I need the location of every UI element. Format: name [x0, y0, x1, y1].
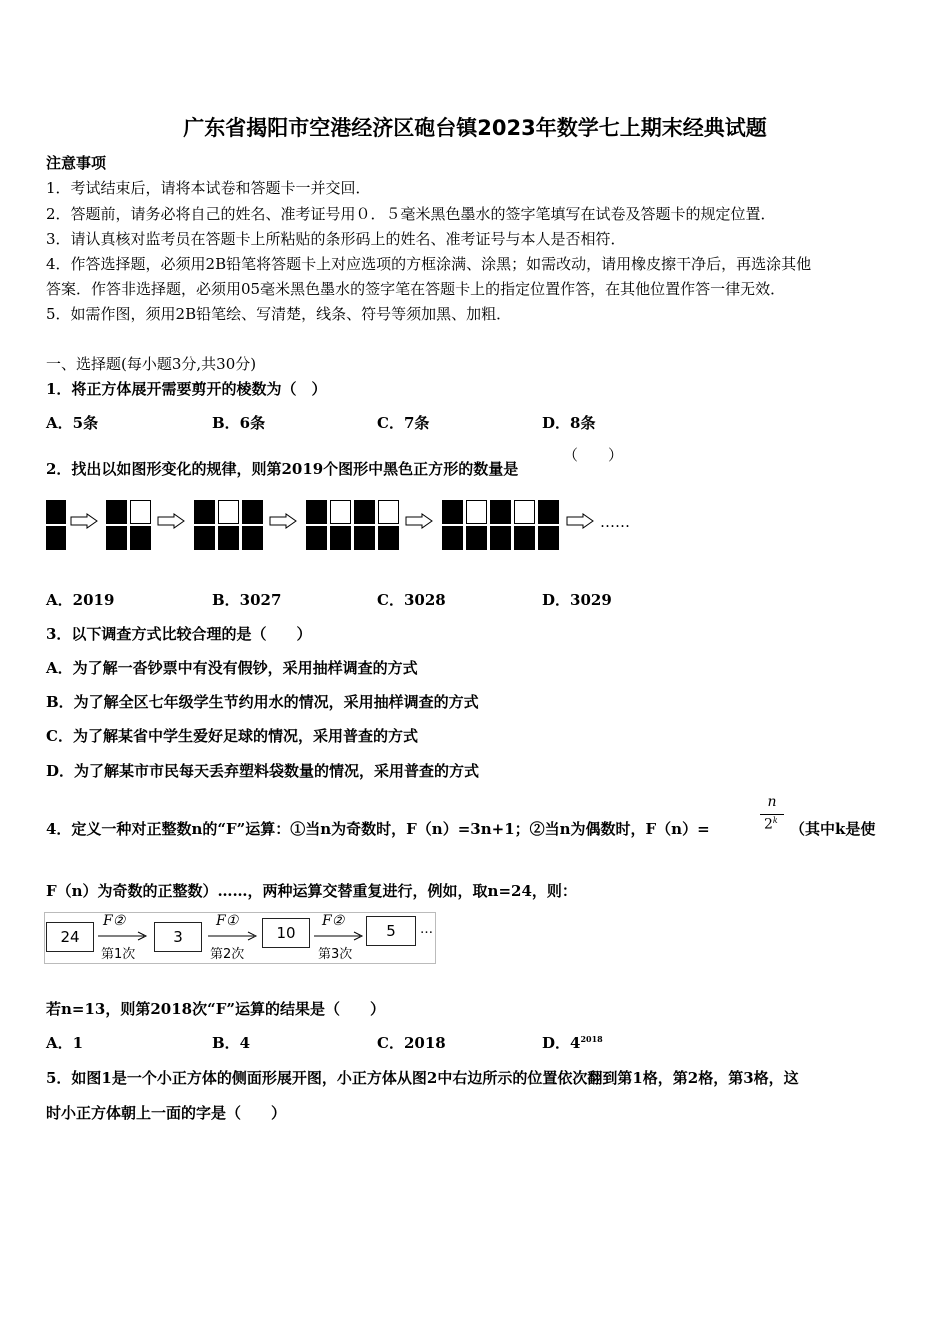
notice-item-2: 2．答题前，请务必将自己的姓名、准考证号用０．５毫米黑色墨水的签字笔填写在试卷及答题卡的规定位置． — [46, 205, 776, 223]
q3-option-c: C．为了解某省中学生爱好足球的情况，采用普查的方式 — [46, 727, 418, 745]
q4-stem-line1: 4．定义一种对正整数n的“F”运算：①当n为奇数时，F（n）=3n+1；②当n为偶数时，F（n）= — [46, 820, 710, 838]
notice-item-3: 3．请认真核对监考员在答题卡上所粘贴的条形码上的姓名、准考证号与本人是否相符． — [46, 230, 626, 248]
q4-stem-line1-tail: （其中k是使 — [790, 820, 876, 838]
q1-stem: 1．将正方体展开需要剪开的棱数为（ ） — [46, 380, 327, 398]
flow-value-box: 24 — [46, 922, 94, 952]
flow-op-label: F① — [216, 913, 239, 929]
white-square — [514, 500, 535, 524]
notice-item-5: 5．如需作图，须用2B铅笔绘、写清楚，线条、符号等须加黑、加粗． — [46, 305, 512, 323]
q1-option-c: C．7条 — [377, 414, 430, 432]
q4-option-d — [542, 1032, 603, 1053]
q4-option-a: A．1 — [46, 1034, 84, 1052]
black-square — [46, 526, 66, 550]
black-square — [354, 500, 375, 524]
flow-value-box: 5 — [366, 916, 416, 946]
white-square — [130, 500, 151, 524]
black-square — [306, 500, 327, 524]
white-square — [330, 500, 351, 524]
q5-stem-line2: 时小正方体朝上一面的字是（ ） — [46, 1104, 287, 1122]
black-square — [354, 526, 375, 550]
notice-item-1: 1．考试结束后，请将本试卷和答题卡一并交回． — [46, 179, 371, 197]
hollow-arrow-icon — [405, 513, 433, 529]
arrow-right-icon — [208, 931, 260, 941]
flow-op-label: F② — [322, 913, 345, 929]
white-square — [378, 500, 399, 524]
black-square — [442, 526, 463, 550]
q3-option-a: A．为了解一沓钞票中有没有假钞，采用抽样调查的方式 — [46, 659, 418, 677]
q5-stem-line1: 5．如图1是一个小正方体的侧面形展开图，小正方体从图2中右边所示的位置依次翻到第1格，第2格，第3格，这 — [46, 1069, 799, 1087]
black-square — [466, 526, 487, 550]
black-square — [242, 526, 263, 550]
q1-option-b: B．6条 — [212, 414, 266, 432]
black-square — [194, 500, 215, 524]
flow-step-label: 第1次 — [101, 947, 136, 962]
black-square — [514, 526, 535, 550]
notice-item-4: 4．作答选择题，必须用2B铅笔将答题卡上对应选项的方框涂满、涂黑；如需改动，请用橡皮擦干净后，再选涂其他 — [46, 255, 812, 273]
q4-option-d-exponent: 2018 — [580, 1034, 603, 1044]
q4-option-b: B．4 — [212, 1034, 251, 1052]
q3-option-b: B．为了解全区七年级学生节约用水的情况，采用抽样调查的方式 — [46, 693, 479, 711]
q4-stem-line2: F（n）为奇数的正整数）……，两种运算交替重复进行，例如，取n=24，则： — [46, 882, 577, 900]
black-square — [378, 526, 399, 550]
q4-option-d-base: D．4 — [542, 1034, 581, 1052]
hollow-arrow-icon — [566, 513, 594, 529]
notice-heading: 注意事项 — [46, 154, 107, 172]
fraction-base: 2 — [764, 816, 773, 833]
q4-stem-line3: 若n=13，则第2018次“F”运算的结果是（ ） — [46, 1000, 386, 1018]
black-square — [194, 526, 215, 550]
q2-answer-paren: （ ） — [563, 446, 624, 464]
black-square — [538, 526, 559, 550]
section-heading: 一、选择题(每小题3分,共30分) — [46, 355, 257, 373]
black-square — [218, 526, 239, 550]
black-square — [46, 500, 66, 524]
black-square — [490, 526, 511, 550]
q3-stem: 3．以下调查方式比较合理的是（ ） — [46, 625, 312, 643]
black-square — [130, 526, 151, 550]
black-square — [106, 526, 127, 550]
flow-value-box: 3 — [154, 922, 202, 952]
flow-op-label: F② — [103, 913, 126, 929]
hollow-arrow-icon — [157, 513, 185, 529]
black-square — [242, 500, 263, 524]
page-title: 广东省揭阳市空港经济区砲台镇2023年数学七上期末经典试题 — [183, 116, 767, 140]
fraction-exponent: k — [772, 816, 778, 825]
q2-option-b: B．3027 — [212, 591, 282, 609]
fraction-denominator — [764, 816, 778, 833]
hollow-arrow-icon — [70, 513, 98, 529]
arrow-right-icon — [98, 931, 150, 941]
arrow-right-icon — [314, 931, 366, 941]
q1-option-a: A．5条 — [46, 414, 99, 432]
q2-option-c: C．3028 — [377, 591, 446, 609]
fraction-numerator: n — [767, 794, 777, 810]
q2-option-a: A．2019 — [46, 591, 115, 609]
q4-option-c: C．2018 — [377, 1034, 446, 1052]
white-square — [218, 500, 239, 524]
q1-option-d: D．8条 — [542, 414, 596, 432]
notice-item-4-cont: 答案．作答非选择题，必须用05毫米黑色墨水的签字笔在答题卡上的指定位置作答，在其他位置作答一律无效． — [46, 280, 786, 298]
black-square — [538, 500, 559, 524]
black-square — [330, 526, 351, 550]
black-square — [306, 526, 327, 550]
flow-ellipsis: … — [420, 922, 433, 937]
q2-stem: 2．找出以如图形变化的规律，则第2019个图形中黑色正方形的数量是 — [46, 460, 519, 478]
black-square — [490, 500, 511, 524]
white-square — [466, 500, 487, 524]
flow-step-label: 第2次 — [210, 947, 245, 962]
flow-step-label: 第3次 — [318, 947, 353, 962]
pattern-ellipsis: …… — [600, 513, 630, 531]
q2-option-d: D．3029 — [542, 591, 612, 609]
q3-option-d: D．为了解某市市民每天丢弃塑料袋数量的情况，采用普查的方式 — [46, 762, 480, 780]
black-square — [106, 500, 127, 524]
fraction-bar — [760, 814, 784, 815]
hollow-arrow-icon — [269, 513, 297, 529]
black-square — [442, 500, 463, 524]
flow-value-box: 10 — [262, 918, 310, 948]
